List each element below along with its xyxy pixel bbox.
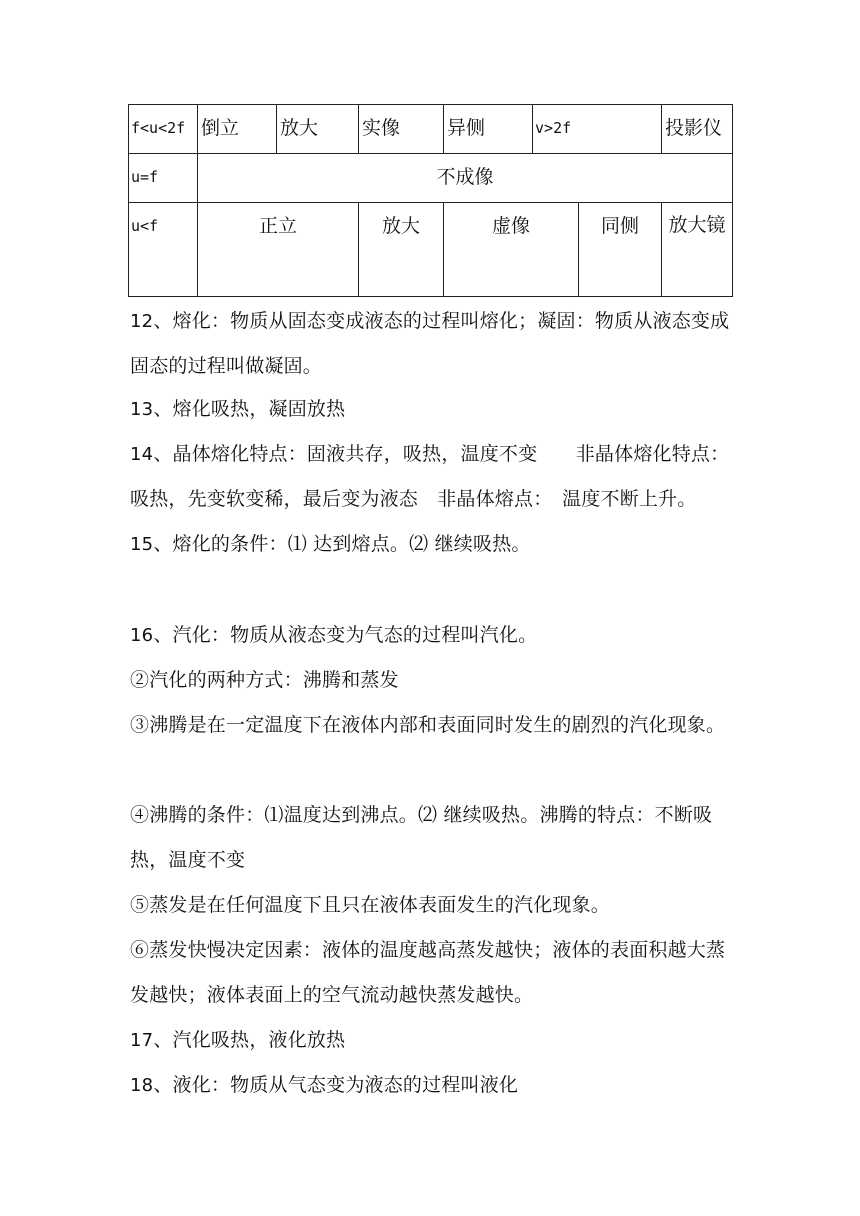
application-cell: 放大镜 — [662, 203, 733, 297]
paragraph-evaporation-factors: ⑥蒸发快慢决定因素：液体的温度越高蒸发越快；液体的表面积越大蒸发越快；液体表面上的空气流动越快蒸发越快。 — [130, 939, 726, 1006]
condition-cell: u=f — [129, 154, 198, 203]
orientation-cell: 倒立 — [198, 105, 277, 154]
paragraph-14: 14、晶体熔化特点：固液共存，吸热，温度不变 非晶体熔化特点：吸热，先变软变稀，最后变为液态 非晶体熔点： 温度不断上升。 — [130, 443, 730, 510]
result-cell: 不成像 — [198, 154, 733, 203]
paragraph-12: 12、熔化：物质从固态变成液态的过程叫熔化；凝固：物质从液态变成固态的过程叫做凝固。 — [130, 310, 730, 377]
nature-cell: 虚像 — [444, 203, 579, 297]
paragraph-15: 15、熔化的条件：⑴ 达到熔点。⑵ 继续吸热。 — [130, 533, 531, 555]
image-distance-cell: v>2f — [533, 105, 662, 154]
lens-imaging-table — [128, 104, 733, 297]
paragraph-evaporation-definition: ⑤蒸发是在任何温度下且只在液体表面发生的汽化现象。 — [130, 894, 611, 916]
size-cell: 放大 — [277, 105, 359, 154]
side-cell: 同侧 — [579, 203, 662, 297]
paragraph-18: 18、液化：物质从气态变为液态的过程叫液化 — [130, 1074, 519, 1096]
paragraph-boiling-conditions: ④沸腾的条件：⑴温度达到沸点。⑵ 继续吸热。沸腾的特点：不断吸热，温度不变 — [130, 804, 713, 871]
paragraph-vaporization-methods: ②汽化的两种方式：沸腾和蒸发 — [130, 669, 399, 691]
paragraph-16: 16、汽化：物质从液态变为气态的过程叫汽化。 — [130, 624, 538, 646]
orientation-cell: 正立 — [198, 203, 359, 297]
condition-cell: f<u<2f — [129, 105, 198, 154]
size-cell: 放大 — [359, 203, 444, 297]
paragraph-17: 17、汽化吸热，液化放热 — [130, 1029, 346, 1051]
application-cell: 投影仪 — [662, 105, 733, 154]
side-cell: 异侧 — [444, 105, 533, 154]
table-row — [129, 203, 733, 297]
nature-cell: 实像 — [359, 105, 444, 154]
paragraph-boiling-definition: ③沸腾是在一定温度下在液体内部和表面同时发生的剧烈的汽化现象。 — [130, 714, 726, 736]
condition-cell: u<f — [129, 203, 198, 297]
table-row — [129, 105, 733, 154]
paragraph-13: 13、熔化吸热，凝固放热 — [130, 398, 346, 420]
table-row — [129, 154, 733, 203]
